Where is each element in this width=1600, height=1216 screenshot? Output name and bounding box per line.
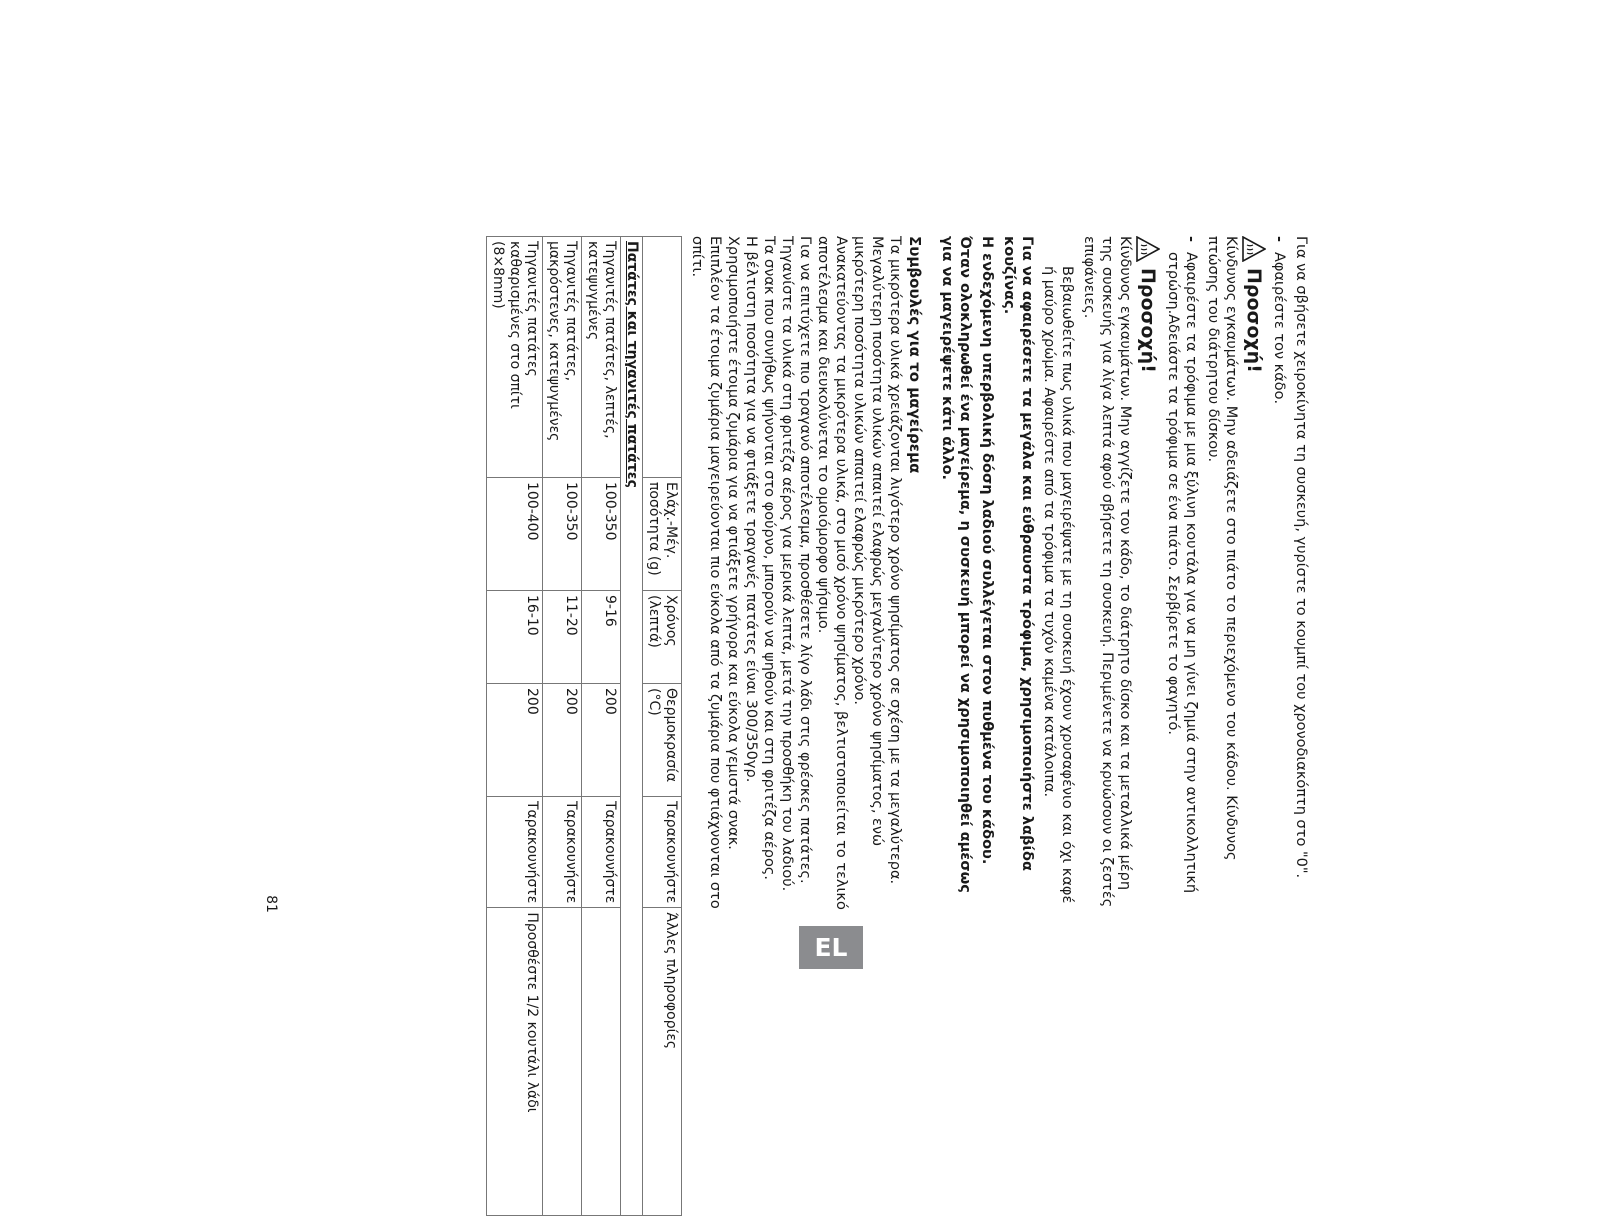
tip-paragraph: Η βέλτιστη ποσότητα για να φτιάξετε τραγανές πατάτες είναι 300/350γρ. [743, 236, 759, 783]
tip-paragraph: Μεγαλύτερη ποσότητα υλικών απαιτεί ελαφρώς μεγαλύτερο χρόνο ψησίματος, ενώ μικρότερη ποσότητα υλικών απαιτεί ελαφρώς μικρότερο χρόνο. [851, 236, 885, 847]
table-cell: 9-16 [582, 591, 621, 684]
table-cell: 100-350 [543, 478, 582, 591]
table-group-title: Πατάτες και τηγανιτές πατάτες [621, 237, 643, 1216]
tip-bold: Όταν ολοκληρωθεί ένα μαγείρεμα, η συσκευή μπορεί να χρησιμοποιηθεί αμέσως για να μαγειρέψετε κάτι άλλο. [939, 236, 973, 893]
step-text: Αφαιρέστε τα τρόφιμα με μια ξύλινη κουτάλα για να μη γίνει ζημιά στην αντικολλητική στρώση.Αδειάστε τα τρόφιμα σε ένα πιάτο. Σερβίρετε το φαγητό. [1165, 252, 1199, 894]
table-cell: Ταρακουνήστε [487, 797, 543, 908]
warning-heading [1242, 236, 1266, 916]
table-row [543, 237, 582, 1216]
tip-paragraph: Τα μικρότερα υλικά χρειάζονται λιγότερο χρόνο ψησίματος σε σχέση με τα μεγαλύτερα. [887, 236, 903, 885]
table-cell: 100-350 [582, 478, 621, 591]
section-title: Συμβουλές για το μαγείρεμα [906, 236, 924, 474]
table-cell: Ταρακουνήστε [543, 797, 582, 908]
table-cell: Τηγανιτές πατάτες καθαρισμένες στο σπίτι (8×8mm) [487, 237, 543, 478]
table-row [582, 237, 621, 1216]
table-cell: 200 [487, 684, 543, 797]
step-text: Αφαιρέστε τον κάδο. [1271, 252, 1287, 405]
bullet-dash: - [1183, 236, 1199, 243]
warning-title: Προσοχή! [1243, 268, 1265, 373]
table-cell: 200 [543, 684, 582, 797]
table-cell: Ταρακουνήστε [582, 797, 621, 908]
table-cell: 16-10 [487, 591, 543, 684]
table-header: Ταρακουνήστε [643, 797, 682, 908]
table-cell: 100-400 [487, 478, 543, 591]
tip-bold: Η ενδεχόμενη υπερβολική δόση λαδιού συλλέγεται στον πυθμένα του κάδου. [979, 236, 995, 865]
warning-heading [1136, 236, 1160, 916]
warning-title: Προσοχή! [1137, 268, 1159, 373]
tip-bold: Για να αφαιρέσετε τα μεγάλα και εύθραυστα τρόφιμα, χρησιμοποιήστε λαβίδα κουζίνας. [1001, 236, 1035, 871]
cooking-table [486, 236, 682, 1216]
tip-paragraph: Χρησιμοποιήστε έτοιμα ζυμάρια για να φτιάξετε γρήγορα και εύκολα γεμιστά σνακ. Επιπλέον τα έτοιμα ζυμάρια μαγειρεύονται πιο εύκολα από τα ζυμάρια που φτιάχνονται στο σπίτι. [689, 236, 741, 909]
table-cell: Τηγανιτές πατάτες, μακρόστενες, κατεψυγμένες [543, 237, 582, 478]
table-cell: 200 [582, 684, 621, 797]
warning-text: Κίνδυνος εγκαυμάτων. Μην αδειάζετε στο πιάτο το περιεχόμενο του κάδου. Κίνδυνος πτώσης του διάτρητου δίσκου. [1205, 236, 1239, 861]
table-cell [543, 908, 582, 1216]
table-header [643, 237, 682, 478]
hot-surface-warning-icon [1136, 236, 1160, 262]
table-header-row [643, 237, 682, 1216]
table-cell: Προσθέστε 1/2 κουτάλι λάδι [487, 908, 543, 1216]
warning-text: Κίνδυνος εγκαυμάτων. Μην αγγίζετε τον κάδο, το διάτρητο δίσκο και τα μεταλλικά μέρη της συσκευής για λίγα λεπτά αφού σβήσετε τη συσκευή. Περιμένετε να κρυώσουν οι ζεστές επιφάνειες. [1081, 236, 1133, 908]
table-header: Ελάχ.-Μέγ. ποσότητα (g) [643, 478, 682, 591]
table-header: Άλλες πληροφορίες [643, 908, 682, 1216]
table-group-row [621, 237, 643, 1216]
table-cell: Τηγανιτές πατάτες, λεπτές, κατεψυγμένες [582, 237, 621, 478]
table-row [487, 237, 543, 1216]
language-badge: EL [799, 926, 863, 969]
table-header: Χρόνος (λεπτά) [643, 591, 682, 684]
note-text: Βεβαιωθείτε πως υλικά που μαγειρέψατε με τη συσκευή έχουν χρυσαφένιο και όχι καφέ ή μαύρο χρώμα. Αφαιρέστε από τα τρόφιμα τα τυχόν καμένα κατάλοιπα. [1041, 266, 1075, 904]
table-cell [582, 908, 621, 1216]
step-remove-basket [1270, 236, 1288, 916]
tip-paragraph: Τα σνακ που συνήθως ψήνονται στο φούρνο, μπορούν να ψηθούν και στη φριτέζα αέρος. [761, 236, 777, 880]
tip-paragraph: Ανακατεύοντας τα μικρότερα υλικά, στο μισό χρόνο ψησίματος, βελτιστοποιείται το τελικό αποτέλεσμα και διευκολύνεται το ομοιόμορφο ψήσιμο. [815, 236, 849, 910]
tip-paragraph: Για να επιτύχετε πιο τραγανό αποτέλεσμα, προσθέσετε λίγο λάδι στις φρέσκες πατάτες. Τηγανίστε τα υλικά στη φριτέζα αέρος για μερικά λεπτά, μετά την προσθήκη του λαδιού. [779, 236, 813, 892]
intro-text: Για να σβήσετε χειροκίνητα τη συσκευή, γυρίστε το κουμπί του χρονοδιακόπτη στο "0". [1293, 236, 1309, 879]
table-cell: 11-20 [543, 591, 582, 684]
hot-surface-warning-icon [1242, 236, 1266, 262]
page-number: 81 [262, 895, 279, 913]
step-remove-food [1164, 236, 1200, 916]
bullet-dash: - [1271, 236, 1287, 243]
table-header: Θερμοκρασία (°C) [643, 684, 682, 797]
